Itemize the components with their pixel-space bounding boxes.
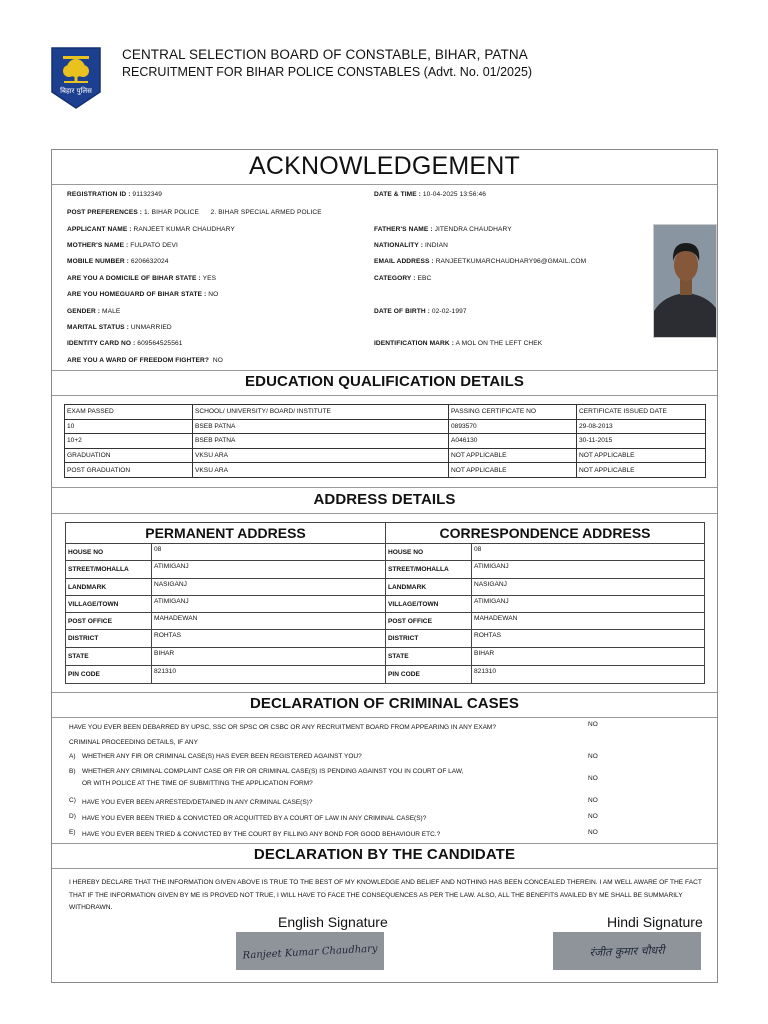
criminal-question: HAVE YOU EVER BEEN ARRESTED/DETAINED IN ANY CRIMINAL CASE(S)? — [82, 799, 313, 806]
table-cell: 0893570 — [449, 419, 577, 434]
bihar-police-logo — [50, 46, 102, 110]
question-key: C) — [69, 797, 76, 804]
table-cell: POST GRADUATION — [65, 463, 193, 478]
identification-mark-field: IDENTIFICATION MARK : A MOL ON THE LEFT CHEK — [374, 340, 543, 347]
recruitment-title: RECRUITMENT FOR BIHAR POLICE CONSTABLES (Advt. No. 01/2025) — [122, 65, 533, 79]
question-key: E) — [69, 829, 76, 836]
table-row — [66, 666, 705, 684]
acknowledgement-form — [51, 149, 718, 983]
gender-field: GENDER : MALE — [67, 308, 121, 315]
address-label: LANDMARK — [386, 579, 472, 596]
org-name: CENTRAL SELECTION BOARD OF CONSTABLE, BIHAR, PATNA — [122, 47, 528, 62]
table-cell: BSEB PATNA — [193, 434, 449, 449]
address-label: STATE — [386, 648, 472, 666]
address-value: 821310 — [472, 666, 705, 684]
table-cell: 10+2 — [65, 434, 193, 449]
homeguard-field: ARE YOU HOMEGUARD OF BIHAR STATE : NO — [67, 291, 219, 298]
table-row — [66, 613, 705, 630]
divider — [52, 513, 717, 514]
correspondence-address-heading: CORRESPONDENCE ADDRESS — [386, 523, 705, 544]
english-signature-image — [236, 932, 384, 970]
address-label: VILLAGE/TOWN — [66, 596, 152, 613]
address-value: BIHAR — [152, 648, 386, 666]
applicant-name-field: APPLICANT NAME : RANJEET KUMAR CHAUDHARY — [67, 226, 235, 233]
registration-id-field: REGISTRATION ID : 91132349 — [67, 191, 163, 198]
category-field: CATEGORY : EBC — [374, 275, 432, 282]
table-cell: 10 — [65, 419, 193, 434]
question-key: D) — [69, 813, 76, 820]
date-time-field: DATE & TIME : 10-04-2025 13:56:46 — [374, 191, 487, 198]
table-cell: VKSU ARA — [193, 448, 449, 463]
criminal-answer: NO — [588, 829, 598, 836]
page-title: ACKNOWLEDGEMENT — [248, 152, 521, 180]
address-label: STATE — [66, 648, 152, 666]
table-cell: BSEB PATNA — [193, 419, 449, 434]
address-value: 08 — [472, 544, 705, 561]
address-label: DISTRICT — [66, 630, 152, 648]
mother-name-field: MOTHER'S NAME : FULPATO DEVI — [67, 242, 178, 249]
address-label: STREET/MOHALLA — [66, 561, 152, 579]
table-row — [66, 561, 705, 579]
post-preferences-field: POST PREFERENCES : 1. BIHAR POLICE 2. BIHAR SPECIAL ARMED POLICE — [67, 209, 322, 216]
svg-text:बिहार पुलिस: बिहार पुलिस — [60, 87, 92, 95]
table-cell: NOT APPLICABLE — [449, 463, 577, 478]
address-value: MAHADEWAN — [152, 613, 386, 630]
applicant-photo — [653, 224, 717, 338]
criminal-proceeding-heading: CRIMINAL PROCEEDING DETAILS, IF ANY — [69, 739, 198, 746]
divider — [52, 868, 717, 869]
address-label: PIN CODE — [66, 666, 152, 684]
criminal-question: WHETHER ANY CRIMINAL COMPLAINT CASE OR FIR OR CRIMINAL CASE(S) IS PENDING AGAINST YOU IN COURT OF LAW, — [82, 768, 464, 775]
criminal-question-continued: OR WITH POLICE AT THE TIME OF SUBMITTING THE APPLICATION FORM? — [82, 780, 313, 787]
address-value: 08 — [152, 544, 386, 561]
address-label: POST OFFICE — [386, 613, 472, 630]
criminal-question: WHETHER ANY FIR OR CRIMINAL CASE(S) HAS EVER BEEN REGISTERED AGAINST YOU? — [82, 753, 362, 760]
address-heading: ADDRESS DETAILS — [313, 491, 456, 508]
address-label: LANDMARK — [66, 579, 152, 596]
table-row — [66, 596, 705, 613]
address-label: POST OFFICE — [66, 613, 152, 630]
page-header — [0, 0, 768, 140]
address-value: ATIMIGANJ — [472, 561, 705, 579]
column-header: PASSING CERTIFICATE NO — [449, 405, 577, 420]
svg-text:रंजीत कुमार चौधरी: रंजीत कुमार चौधरी — [589, 943, 665, 960]
mobile-field: MOBILE NUMBER : 6206632024 — [67, 258, 169, 265]
criminal-answer: NO — [588, 813, 598, 820]
address-label: PIN CODE — [386, 666, 472, 684]
divider — [52, 717, 717, 718]
address-value: ROHTAS — [152, 630, 386, 648]
criminal-answer: NO — [588, 797, 598, 804]
table-cell: 30-11-2015 — [577, 434, 706, 449]
debarred-answer: NO — [588, 721, 598, 728]
father-name-field: FATHER'S NAME : JITENDRA CHAUDHARY — [374, 226, 512, 233]
hindi-signature-label: Hindi Signature — [607, 914, 703, 930]
table-row — [66, 648, 705, 666]
email-field: EMAIL ADDRESS : RANJEETKUMARCHAUDHARY96@GMAIL.COM — [374, 258, 587, 265]
table-row — [65, 448, 706, 463]
table-cell: NOT APPLICABLE — [577, 448, 706, 463]
address-header-row — [66, 523, 705, 544]
address-label: DISTRICT — [386, 630, 472, 648]
table-cell: 29-08-2013 — [577, 419, 706, 434]
address-value: BIHAR — [472, 648, 705, 666]
declaration-text: I HEREBY DECLARE THAT THE INFORMATION GIVEN ABOVE IS TRUE TO THE BEST OF MY KNOWLEDGE AND BELIEF AND NOTHING HAS BEEN CONCEALED THEREIN. I AM WELL AWARE OF THE FACT THAT IF THE INFORMATION GIVEN BY ME IS PROVED NOT TRUE, I WILL HAVE TO FACE THE CONSEQUENCES AS PER THE LAW. ALSO, ALL THE BENEFITS AVAILED BY ME SHALL BE SUMMARILY WITHDRAWN. — [69, 879, 702, 911]
english-signature-label: English Signature — [278, 914, 388, 930]
marital-status-field: MARITAL STATUS : UNMARRIED — [67, 324, 172, 331]
permanent-address-heading: PERMANENT ADDRESS — [66, 523, 386, 544]
address-label: STREET/MOHALLA — [386, 561, 472, 579]
table-row — [65, 419, 706, 434]
question-key: A) — [69, 753, 76, 760]
address-value: ATIMIGANJ — [472, 596, 705, 613]
address-value: ATIMIGANJ — [152, 561, 386, 579]
table-row — [66, 544, 705, 561]
education-table — [64, 404, 706, 478]
address-value: ROHTAS — [472, 630, 705, 648]
table-cell: A046130 — [449, 434, 577, 449]
criminal-answer: NO — [588, 775, 598, 782]
criminal-answer: NO — [588, 753, 598, 760]
table-row — [65, 463, 706, 478]
freedom-fighter-field: ARE YOU A WARD OF FREEDOM FIGHTER? NO — [67, 357, 223, 364]
candidate-declaration-heading: DECLARATION BY THE CANDIDATE — [253, 846, 516, 863]
criminal-question: HAVE YOU EVER BEEN TRIED & CONVICTED BY THE COURT BY FILLING ANY BOND FOR GOOD BEHAVIOUR ETC.? — [82, 831, 441, 838]
table-row — [66, 630, 705, 648]
svg-text:Ranjeet Kumar Chaudhary: Ranjeet Kumar Chaudhary — [242, 943, 378, 962]
table-cell: NOT APPLICABLE — [449, 448, 577, 463]
column-header: CERTIFICATE ISSUED DATE — [577, 405, 706, 420]
table-header-row — [65, 405, 706, 420]
column-header: EXAM PASSED — [65, 405, 193, 420]
divider — [52, 487, 717, 488]
table-cell: NOT APPLICABLE — [577, 463, 706, 478]
table-cell: VKSU ARA — [193, 463, 449, 478]
debarred-question: HAVE YOU EVER BEEN DEBARRED BY UPSC, SSC OR SPSC OR CSBC OR ANY RECRUITMENT BOARD FROM APPEARING IN ANY EXAM? — [69, 724, 496, 731]
table-cell: GRADUATION — [65, 448, 193, 463]
divider — [52, 395, 717, 396]
address-label: HOUSE NO — [386, 544, 472, 561]
criminal-cases-heading: DECLARATION OF CRIMINAL CASES — [249, 695, 519, 712]
divider — [52, 184, 717, 185]
table-row — [66, 579, 705, 596]
divider — [52, 843, 717, 844]
address-value: NASIGANJ — [152, 579, 386, 596]
address-label: VILLAGE/TOWN — [386, 596, 472, 613]
nationality-field: NATIONALITY : INDIAN — [374, 242, 448, 249]
address-value: NASIGANJ — [472, 579, 705, 596]
table-row — [65, 434, 706, 449]
domicile-field: ARE YOU A DOMICILE OF BIHAR STATE : YES — [67, 275, 217, 282]
address-value: ATIMIGANJ — [152, 596, 386, 613]
dob-field: DATE OF BIRTH : 02-02-1997 — [374, 308, 467, 315]
hindi-signature-image — [553, 932, 701, 970]
address-table — [65, 522, 705, 684]
address-value: MAHADEWAN — [472, 613, 705, 630]
identity-card-field: IDENTITY CARD NO : 609564525561 — [67, 340, 183, 347]
address-label: HOUSE NO — [66, 544, 152, 561]
divider — [52, 370, 717, 371]
question-key: B) — [69, 768, 76, 775]
criminal-question: HAVE YOU EVER BEEN TRIED & CONVICTED OR ACQUITTED BY A COURT OF LAW IN ANY CRIMINAL CASE(S)? — [82, 815, 427, 822]
education-heading: EDUCATION QUALIFICATION DETAILS — [245, 373, 524, 390]
divider — [52, 692, 717, 693]
column-header: SCHOOL/ UNIVERSITY/ BOARD/ INSTITUTE — [193, 405, 449, 420]
address-value: 821310 — [152, 666, 386, 684]
